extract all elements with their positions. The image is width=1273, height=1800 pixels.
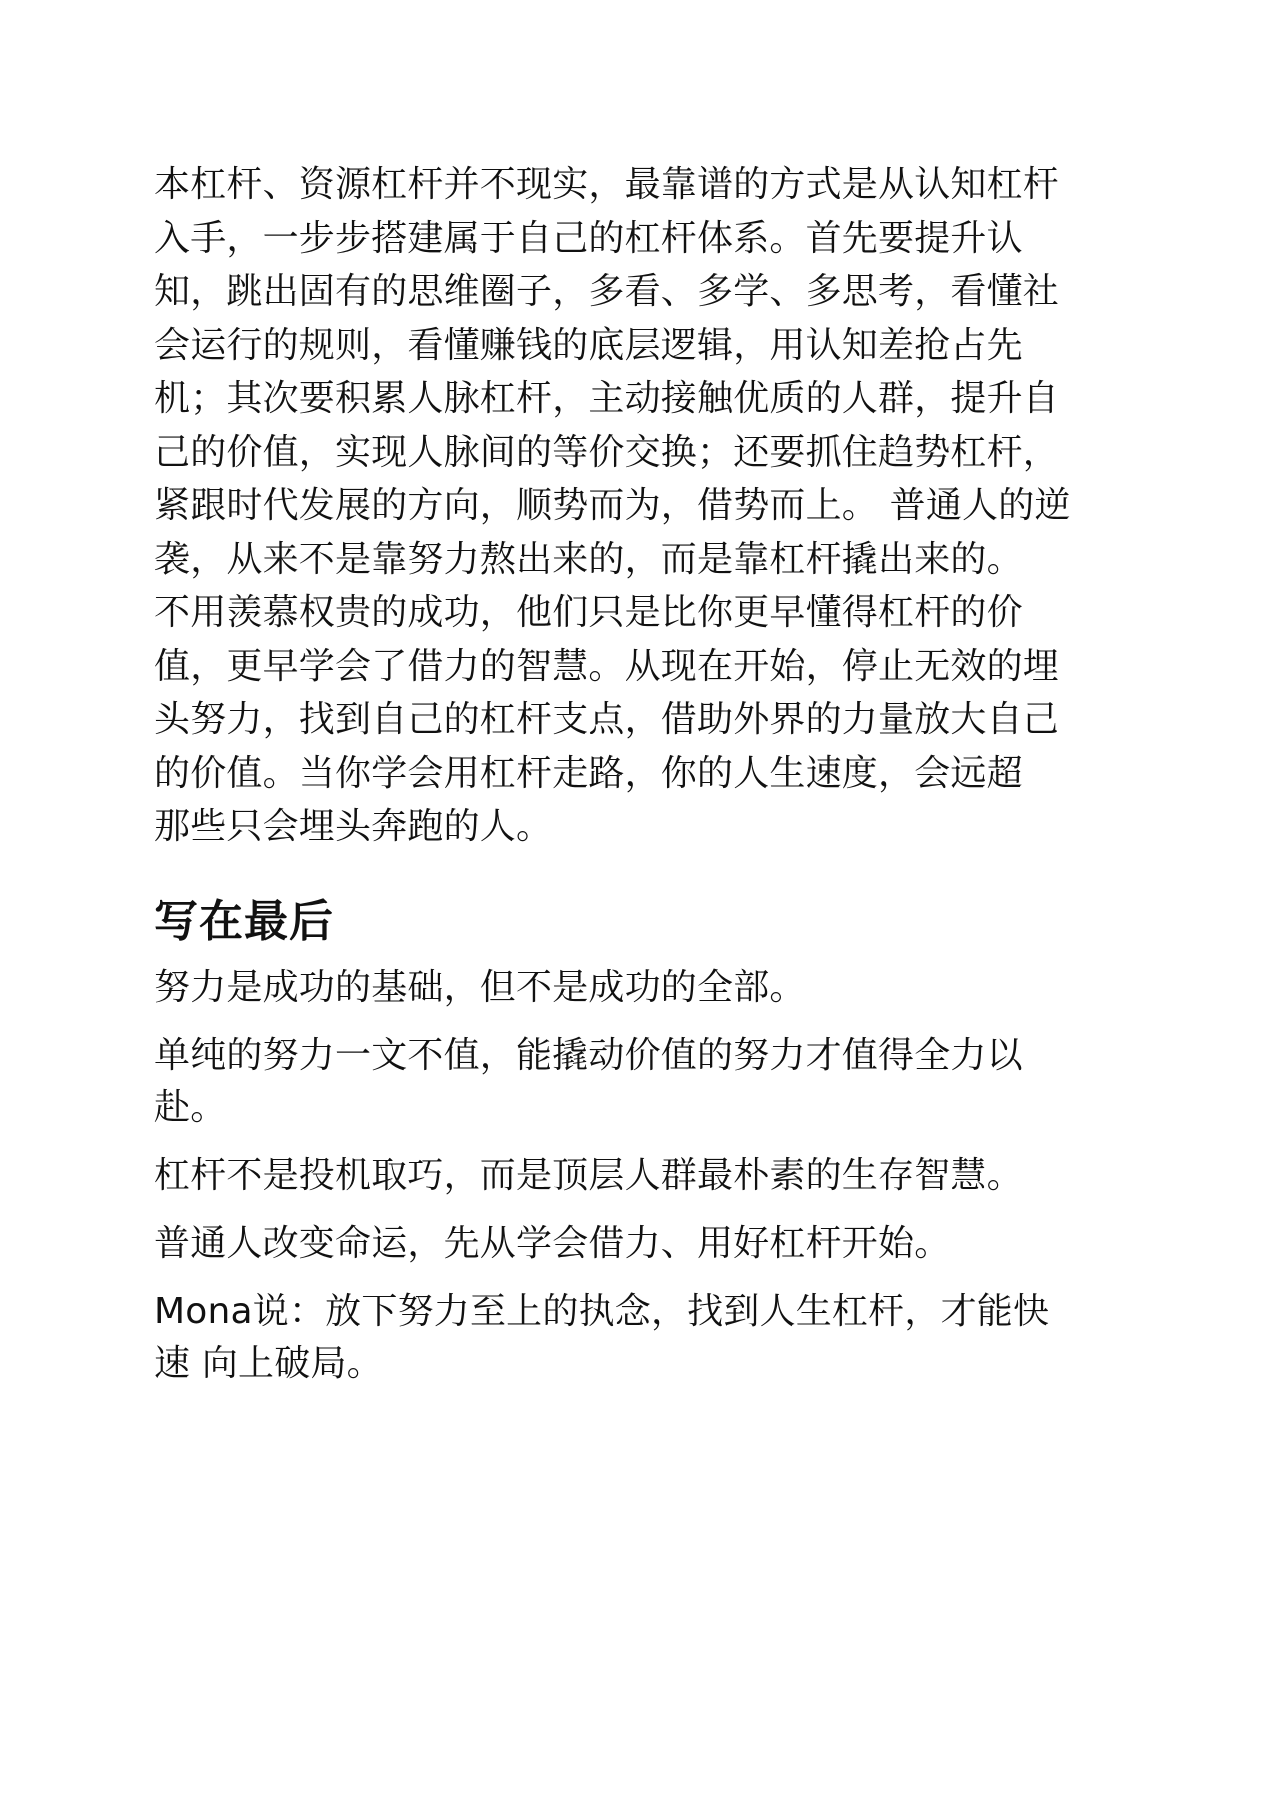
paragraph-line: 机；其次要积累人脉杠杆，主动接触优质的人群，提升自 [154, 378, 1060, 419]
main-paragraph [154, 158, 1124, 854]
paragraph-line: 普通人改变命运，先从学会借力、用好杠杆开始。 [154, 1222, 951, 1264]
paragraph-line: 不用羡慕权贵的成功，他们只是比你更早懂得杠杆的价 [154, 592, 1023, 633]
paragraph-line: 知，跳出固有的思维圈子，多看、多学、多思考，看懂社 [154, 271, 1060, 312]
article-body [154, 158, 1124, 1406]
paragraph-line: 杠杆不是投机取巧，而是顶层人群最朴素的生存智慧。 [154, 1154, 1023, 1196]
paragraph-line: 速 向上破局。 [154, 1342, 383, 1384]
closing-paragraph [154, 962, 1124, 1014]
paragraph-line: 赴。 [154, 1086, 227, 1128]
section-heading: 写在最后 [154, 895, 334, 947]
paragraph-line: 值，更早学会了借力的智慧。从现在开始，停止无效的埋 [154, 645, 1060, 687]
paragraph-line: Mona说：放下努力至上的执念，找到人生杠杆，才能快 [154, 1290, 1050, 1332]
paragraph-line: 紧跟时代发展的方向，顺势而为，借势而上。 普通人的逆 [154, 485, 1071, 526]
paragraph-line: 努力是成功的基础，但不是成功的全部。 [154, 966, 806, 1008]
paragraph-line: 己的价值，实现人脉间的等价交换；还要抓住趋势杠杆， [154, 431, 1060, 473]
paragraph-line: 袭，从来不是靠努力熬出来的，而是靠杠杆撬出来的。 [154, 538, 1023, 580]
closing-section [154, 962, 1124, 1390]
paragraph-line: 入手，一步步搭建属于自己的杠杆体系。首先要提升认 [154, 217, 1023, 259]
paragraph-line: 本杠杆、资源杠杆并不现实，最靠谱的方式是从认知杠杆 [154, 164, 1060, 205]
paragraph-line: 会运行的规则，看懂赚钱的底层逻辑，用认知差抢占先 [154, 324, 1023, 366]
closing-paragraph [154, 1150, 1124, 1202]
paragraph-line: 的价值。当你学会用杠杆走路，你的人生速度，会远超 [154, 752, 1023, 794]
paragraph-line: 单纯的努力一文不值，能撬动价值的努力才值得全力以 [154, 1034, 1023, 1076]
paragraph-line: 头努力，找到自己的杠杆支点，借助外界的力量放大自己 [154, 699, 1060, 740]
closing-paragraph [154, 1218, 1124, 1270]
closing-paragraph [154, 1286, 1124, 1390]
paragraph-line: 那些只会埋头奔跑的人。 [154, 806, 553, 847]
closing-paragraph [154, 1030, 1124, 1134]
